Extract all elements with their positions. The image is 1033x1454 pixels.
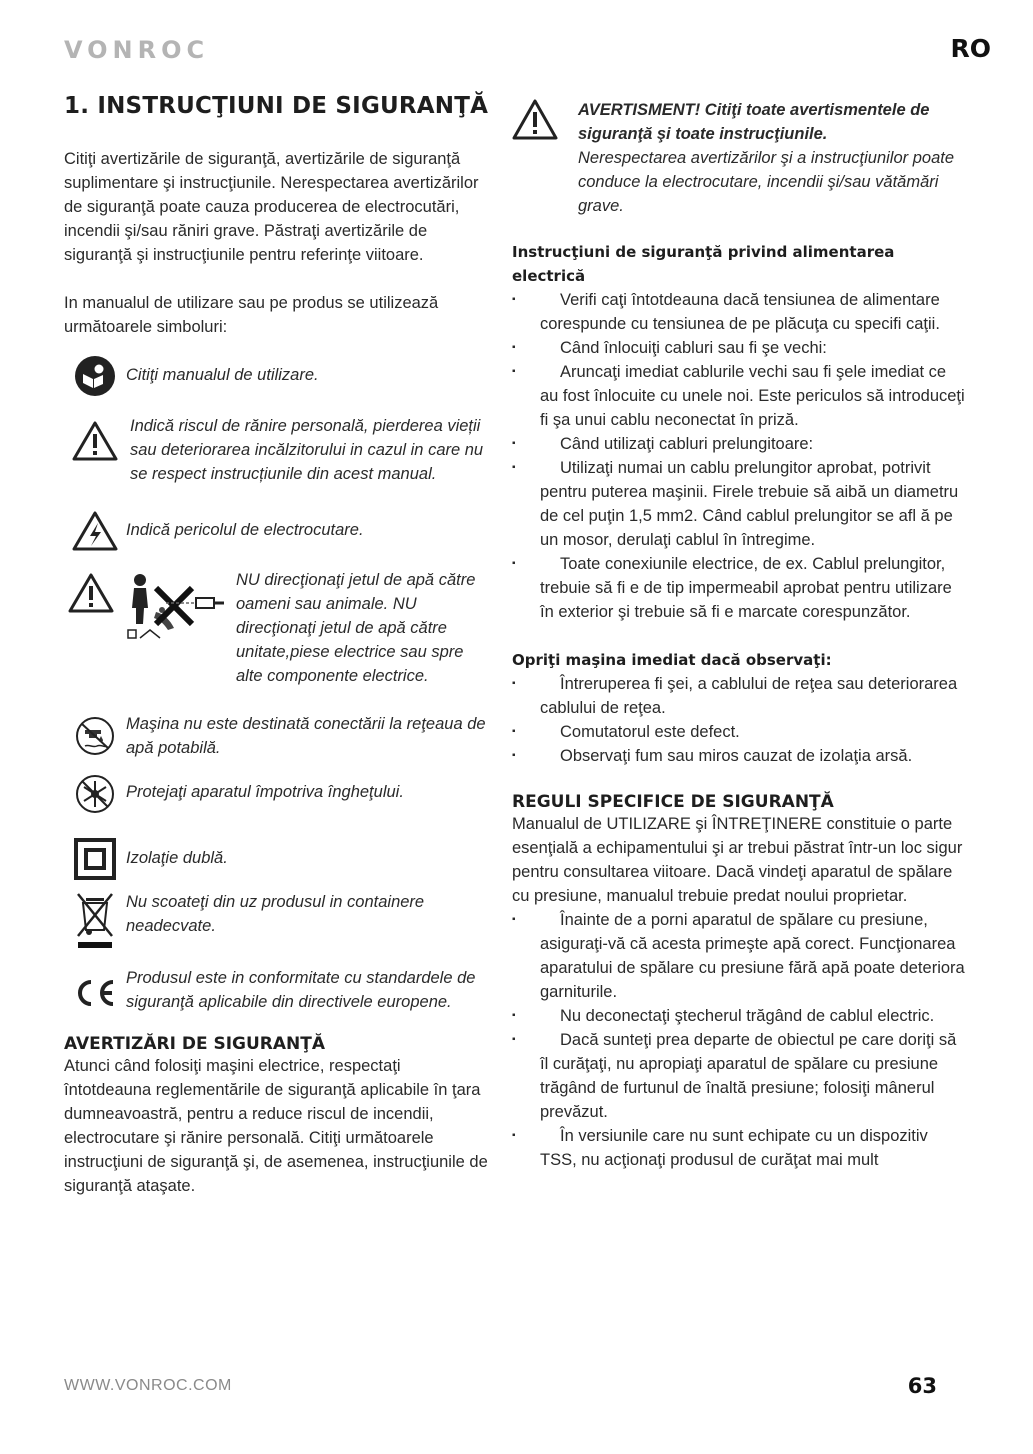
- stop-heading: Opriţi maşina imediat dacă observaţi:: [512, 651, 832, 669]
- read-manual-icon: [64, 355, 126, 397]
- list-item: ▪ Înainte de a porni aparatul de spălare cu presiune, asiguraţi-vă că acesta primeşte apă corect. Funcţionarea aparatului de spălare cu presiune fără apă poate deteriora garniturile.: [512, 908, 967, 1004]
- brand-logo: VONROC: [64, 36, 210, 64]
- electric-hazard-icon: [64, 510, 126, 552]
- list-item: ▪ Verifi caţi întotdeauna dacă tensiunea de alimentare corespunde cu tensiunea de pe plăcuţa cu specifi caţii.: [512, 288, 967, 336]
- symbol-row-ce: [64, 966, 492, 1014]
- symbol-text-frost: Protejaţi aparatul împotriva îngheţului.: [126, 783, 404, 801]
- ce-mark-icon: [64, 966, 126, 1008]
- list-item: ▪ Când înlocuiţi cabluri sau fi şe vechi:: [512, 336, 967, 360]
- list-item: ▪ Comutatorul este defect.: [512, 720, 967, 744]
- list-item: ▪ Aruncaţi imediat cablurile vechi sau fi şele imediat ce au fost înlocuite cu unele noi. Este periculos să introduceţi fi şa unui cablu neconectat în priză.: [512, 360, 967, 432]
- no-drinking-water-icon: [64, 712, 126, 756]
- double-insulation-icon: [64, 838, 126, 880]
- warnings-heading: AVERTIZĂRI DE SIGURANŢĂ: [64, 1034, 326, 1054]
- general-warning-box: [512, 98, 967, 218]
- weee-bin-icon: [64, 890, 126, 952]
- rules-list: [512, 908, 967, 1172]
- no-water-jet-at-people-icon: [118, 568, 234, 646]
- symbol-row-water: [64, 712, 492, 760]
- rules-intro: Manualul de UTILIZARE şi ÎNTREŢINERE constituie o parte esenţială a echipamentului şi ar trebui păstrat într-un loc sigur pentru consultarea viitoare. Dacă vindeţi aparatul de spălare cu presiune, manualul trebuie predat noului proprietar.: [512, 815, 963, 905]
- list-item: ▪ În versiunile care nu sunt echipate cu un dispozitiv TSS, nu acţionaţi produsul de curăţat mai mult: [512, 1124, 967, 1172]
- power-list: [512, 288, 967, 624]
- symbols-intro: In manualul de utilizare sau pe produs se utilizează următoarele simboluri:: [64, 294, 439, 336]
- symbol-row-frost: [64, 774, 492, 814]
- warning-triangle-icon-2: [64, 568, 118, 614]
- rules-heading: REGULI SPECIFICE DE SIGURANŢĂ: [512, 792, 834, 812]
- footer-url: WWW.VONROC.COM: [64, 1377, 232, 1394]
- symbol-row-manual: [64, 355, 492, 397]
- symbol-row-electric: [64, 510, 492, 552]
- warning-bold-line: AVERTISMENT! Citiţi toate avertismentele de siguranţă şi toate instrucţiunile.: [578, 101, 930, 143]
- section-title: 1. INSTRUCŢIUNI DE SIGURANŢĂ: [64, 93, 489, 119]
- stop-list: [512, 672, 967, 768]
- page-number: 63: [907, 1374, 937, 1398]
- symbol-text-electric: Indică pericolul de electrocutare.: [126, 521, 364, 539]
- right-column: [512, 98, 967, 1172]
- symbol-text-disposal: Nu scoateţi din uz produsul in containere neadecvate.: [126, 893, 425, 935]
- symbol-row-jet: [64, 568, 492, 688]
- intro-paragraph: Citiţi avertizările de siguranţă, avertizările de siguranţă suplimentare şi instrucţiunile. Nerespectarea avertizărilor de siguranţă poate cauza producerea de electrocutări, incendii şi/sau răniri grave. Păstraţi avertizările de siguranţă şi instrucţiunile pentru referinţe viitoare.: [64, 150, 479, 264]
- warning-triangle-icon-3: [512, 98, 558, 142]
- list-item: ▪ Utilizaţi numai un cablu prelungitor aprobat, potrivit pentru puterea maşinii. Firele trebuie să aibă un diametru de cel puţin 1,5 mm2. Când cablul prelungitor se afl ă pe un mosor, derulaţi cablul în întregime.: [512, 456, 967, 552]
- symbol-row-risk: [64, 414, 492, 486]
- list-item: ▪ Întreruperea fi şei, a cablului de reţea sau deteriorarea cablului de reţea.: [512, 672, 967, 720]
- symbol-row-disposal: [64, 890, 492, 952]
- warning-italic-line: Nerespectarea avertizărilor şi a instrucţiunilor poate conduce la electrocutare, incendii şi/sau vătămări grave.: [578, 149, 955, 215]
- list-item: ▪ Toate conexiunile electrice, de ex. Cablul prelungitor, trebuie să fi e de tip impermeabil aprobat pentru utilizare în exterior şi trebuie să fi e marcate corespunzător.: [512, 552, 967, 624]
- symbol-text-water: Maşina nu este destinată conectării la reţeaua de apă potabilă.: [126, 715, 486, 757]
- power-heading: Instrucţiuni de siguranţă privind alimentarea electrică: [512, 243, 895, 285]
- list-item: ▪ Nu deconectaţi ştecherul trăgând de cablul electric.: [512, 1004, 967, 1028]
- general-warning-text: [558, 98, 967, 218]
- symbol-text-risk: Indică riscul de rănire personală, pierderea vieții sau deteriorarea incălzitorului in cazul in care nu se respect instrucțiunile din acest manual.: [130, 417, 484, 483]
- symbol-text-manual: Citiţi manualul de utilizare.: [126, 366, 319, 384]
- list-item: ▪ Observaţi fum sau miros cauzat de izolaţia arsă.: [512, 744, 967, 768]
- symbol-row-double-insulation: [64, 838, 492, 880]
- symbol-text-double-insulation: Izolaţie dublă.: [126, 849, 228, 867]
- language-code: RO: [950, 34, 991, 63]
- frost-protection-icon: [64, 774, 126, 814]
- list-item: ▪ Când utilizaţi cabluri prelungitoare:: [512, 432, 967, 456]
- left-column: [64, 93, 492, 1198]
- symbol-text-jet: NU direcţionaţi jetul de apă către oameni sau animale. NU direcţionaţi jetul de apă către unitate,piese electrice sau spre alte componente electrice.: [236, 571, 476, 685]
- symbol-text-ce: Produsul este in conformitate cu standardele de siguranţă aplicabile din directivele europene.: [126, 969, 476, 1011]
- list-item: ▪ Dacă sunteţi prea departe de obiectul pe care doriţi să îl curăţaţi, nu apropiaţi aparatul de spălare cu presiune trăgând de furtunul de înaltă presiune; folosiţi mânerul prevăzut.: [512, 1028, 967, 1124]
- warning-triangle-icon: [64, 414, 126, 462]
- warnings-paragraph: Atunci când folosiţi maşini electrice, respectaţi întotdeauna reglementările de siguranţă aplicabile în ţara dumneavoastră, pentru a reduce riscul de incendii, electrocutare şi rănire personală. Citiţi următoarele instrucţiuni de siguranţă şi, de asemenea, instrucţiunile de siguranţă ataşate.: [64, 1057, 488, 1195]
